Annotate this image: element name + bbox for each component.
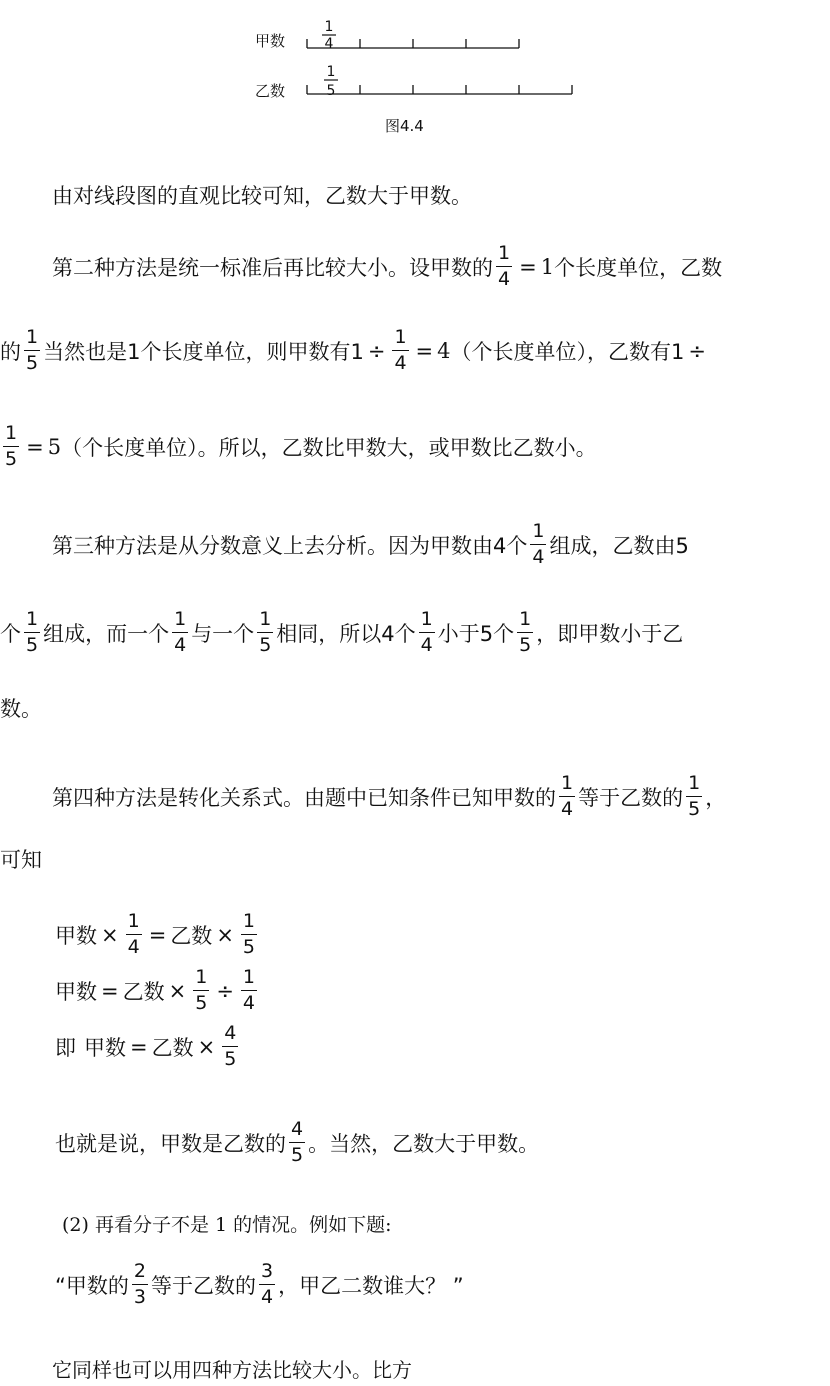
p4-text-c: 可知: [0, 848, 42, 872]
p4-text-b: 等于乙数的: [578, 785, 684, 810]
paragraph-2-line-2: [0, 328, 710, 373]
divide-sign: ÷: [367, 338, 386, 363]
p3-text-g: 小于5个: [437, 621, 515, 646]
p7-text-a: “甲数的: [55, 1273, 129, 1298]
equals-sign: =: [130, 1034, 148, 1059]
fraction-1-4: $\frac{1}{4}$: [420, 608, 433, 656]
paragraph-3-line-1: [52, 522, 689, 567]
equals-sign: =: [519, 254, 537, 279]
paragraph-8: [52, 1354, 412, 1383]
eq3-left: 甲数: [84, 1035, 126, 1060]
p3-text-a: 第三种方法是从分数意义上去分析。因为甲数由4个: [52, 533, 528, 558]
row-a-fraction: [322, 19, 336, 52]
p1-text: 由对线段图的直观比较可知，乙数大于甲数。: [52, 184, 472, 208]
equation-1: [55, 912, 260, 957]
divide-sign: ÷: [688, 338, 706, 363]
times-sign: ×: [168, 978, 187, 1003]
fraction-1-4: $\frac{1}{4}$: [498, 242, 511, 290]
fraction-1-5: $\frac{1}{5}$: [519, 608, 532, 656]
paragraph-4-line-1: [52, 774, 726, 819]
paragraph-3-line-2: [0, 610, 683, 655]
fraction-1-5: $\frac{1}{5}$: [195, 966, 208, 1014]
fraction-1-5: $\frac{1}{5}$: [26, 326, 39, 374]
paragraph-6: [62, 1210, 392, 1237]
p8-text: 它同样也可以用四种方法比较大小。比方: [52, 1358, 412, 1382]
fraction-1-5: $\frac{1}{5}$: [5, 422, 18, 470]
equals-sign: =: [26, 434, 44, 459]
p4-comma: ，: [705, 785, 727, 810]
fraction-1-4: $\frac{1}{4}$: [242, 966, 256, 1014]
paragraph-3-line-3: [0, 693, 42, 723]
times-sign: ×: [101, 922, 119, 947]
paragraph-5: [55, 1120, 539, 1165]
p2-text-a: 第二种方法是统一标准后再比较大小。设甲数的: [52, 255, 493, 280]
eq3-right: 乙数: [151, 1035, 194, 1060]
p3-text-c: 个: [0, 621, 21, 646]
row-b-label: 乙数: [255, 82, 286, 100]
number-4: 4: [437, 338, 451, 363]
p7-text-c: ，甲乙二数谁大？ ”: [278, 1273, 464, 1298]
svg-text:1: 1: [324, 19, 334, 35]
fraction-4-5: $\frac{4}{5}$: [224, 1022, 237, 1070]
fraction-1-4: $\frac{1}{4}$: [127, 910, 140, 958]
p5-text-b: 。当然，乙数大于甲数。: [308, 1131, 540, 1156]
p2-text-c: 的: [0, 339, 21, 364]
times-sign: ×: [197, 1034, 216, 1059]
svg-text:1: 1: [326, 64, 336, 80]
paragraph-7: [55, 1262, 464, 1307]
p3-text-d: 组成，而一个: [43, 621, 170, 646]
fraction-1-4: $\frac{1}{4}$: [394, 326, 407, 374]
line-segment-figure: [255, 18, 595, 108]
row-a-label: 甲数: [255, 32, 286, 50]
p3-text-e: 与一个: [191, 621, 255, 646]
row-a-segment-line: [307, 39, 519, 48]
p2-text-f: （个长度单位）。所以，乙数比甲数大，或甲数比乙数小。: [61, 435, 597, 460]
svg-text:4: 4: [324, 36, 334, 52]
p3-text-b: 组成，乙数由5: [549, 533, 689, 558]
fraction-3-4: $\frac{3}{4}$: [260, 1260, 274, 1308]
paragraph-1: [52, 180, 472, 210]
fraction-2-3: $\frac{2}{3}$: [133, 1260, 146, 1308]
equation-2: [55, 968, 260, 1013]
fraction-1-5: $\frac{1}{5}$: [26, 608, 39, 656]
fraction-1-4: $\frac{1}{4}$: [532, 520, 545, 568]
fraction-1-5: $\frac{1}{5}$: [242, 910, 256, 958]
row-b-segment-line: [307, 85, 572, 94]
figure-caption: 图4.4: [385, 117, 424, 135]
eq2-left: 甲数: [55, 979, 97, 1004]
number-5: 5: [47, 434, 62, 459]
fraction-4-5: $\frac{4}{5}$: [291, 1118, 304, 1166]
equals-sign: =: [148, 922, 167, 947]
fraction-1-4: $\frac{1}{4}$: [561, 772, 574, 820]
p6-text: (2) 再看分子不是 1 的情况。例如下题:: [62, 1214, 392, 1236]
p4-text-a: 第四种方法是转化关系式。由题中已知条件已知甲数的: [52, 785, 556, 810]
divide-sign: ÷: [216, 978, 234, 1003]
fraction-1-5: $\frac{1}{5}$: [688, 772, 701, 820]
equation-3: [55, 1024, 241, 1069]
number-1: 1: [540, 254, 555, 279]
equals-sign: =: [101, 978, 119, 1003]
paragraph-2-line-3: [0, 424, 597, 469]
equals-sign: =: [415, 338, 434, 363]
p7-text-b: 等于乙数的: [150, 1273, 256, 1298]
fraction-1-4: $\frac{1}{4}$: [174, 608, 187, 656]
times-sign: ×: [216, 922, 234, 947]
fraction-1-5: $\frac{1}{5}$: [259, 608, 272, 656]
p5-text-a: 也就是说，甲数是乙数的: [55, 1131, 286, 1156]
paragraph-2-line-1: [52, 244, 722, 289]
eq1-right: 乙数: [170, 923, 213, 948]
eq3-prefix: 即: [55, 1035, 76, 1060]
p3-text-f: 相同，所以4个: [276, 621, 416, 646]
eq2-right: 乙数: [122, 979, 165, 1004]
p2-text-d: 当然也是1个长度单位，则甲数有1: [43, 339, 364, 364]
p2-text-e: （个长度单位），乙数有1: [450, 339, 685, 364]
svg-text:5: 5: [326, 83, 336, 99]
paragraph-4-line-2: [0, 844, 42, 874]
eq1-left: 甲数: [55, 923, 97, 948]
p3-text-i: 数。: [0, 697, 42, 721]
p2-text-b: 个长度单位，乙数: [554, 255, 723, 280]
p3-text-h: ，即甲数小于乙: [536, 621, 684, 646]
